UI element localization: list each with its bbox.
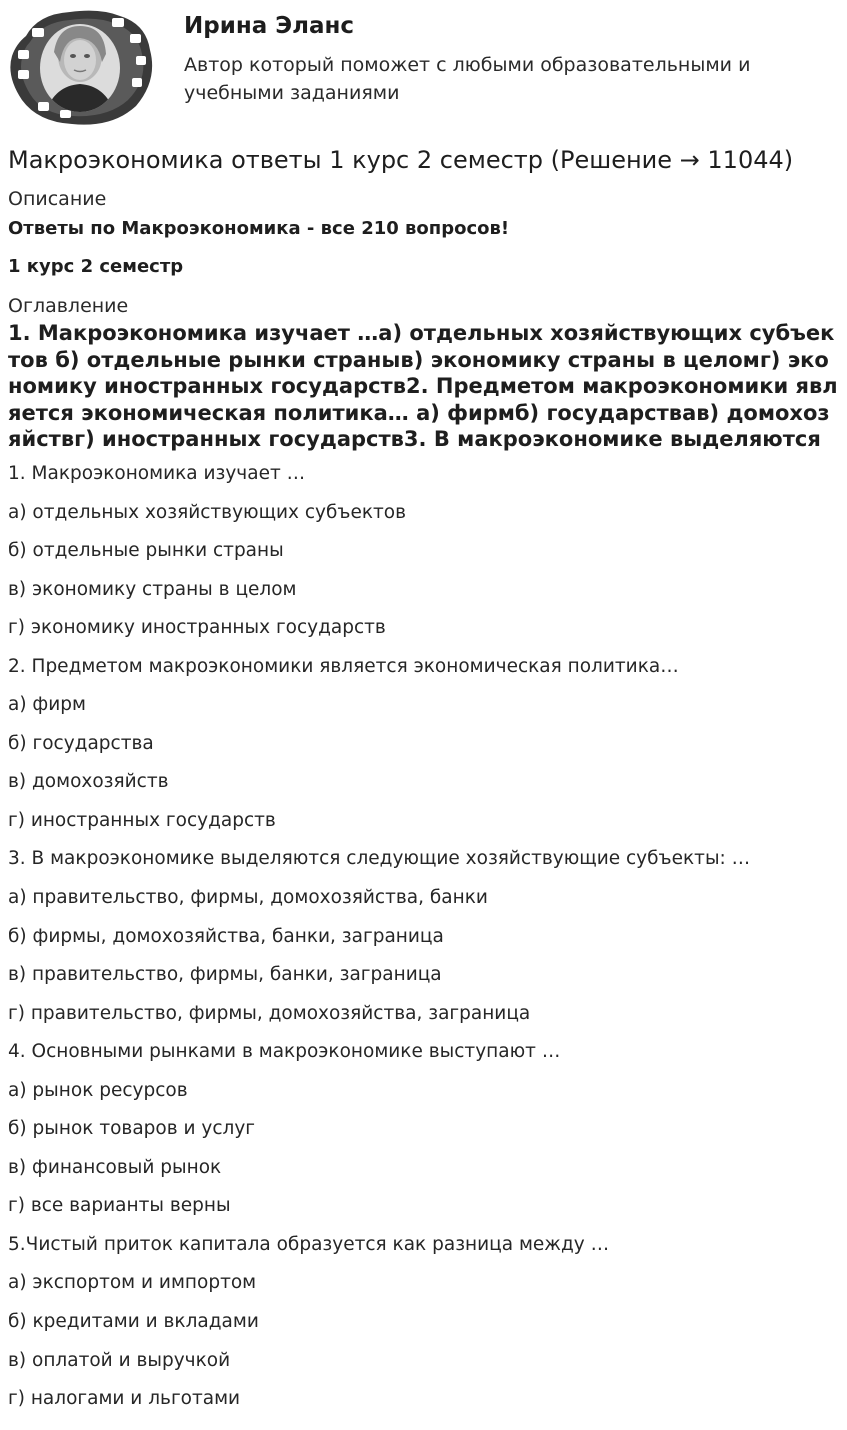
content-line: б) отдельные рынки страны — [8, 540, 284, 562]
page-title: Макроэкономика ответы 1 курс 2 семестр (Решение → 11044) — [8, 146, 794, 174]
content-line: а) фирм — [8, 694, 86, 716]
toc-label: Оглавление — [8, 295, 129, 317]
content-line: а) правительство, фирмы, домохозяйства, банки — [8, 887, 488, 909]
description-label: Описание — [8, 188, 107, 210]
author-description: Автор который поможет с любыми образовательными и учебными заданиями — [184, 54, 751, 104]
description-bold-line-2: 1 курс 2 семестр — [8, 256, 184, 277]
content-line: г) иностранных государств — [8, 809, 276, 831]
content-line: 2. Предметом макроэкономики является экономическая политика… — [8, 655, 679, 677]
content-line: в) правительство, фирмы, банки, заграница — [8, 964, 442, 986]
content-line: в) экономику страны в целом — [8, 578, 297, 600]
author-avatar[interactable] — [8, 6, 158, 128]
content-line: г) все варианты верны — [8, 1195, 231, 1217]
content-line: в) оплатой и выручкой — [8, 1349, 231, 1371]
content-line: б) рынок товаров и услуг — [8, 1118, 256, 1140]
content-line: г) налогами и льготами — [8, 1388, 241, 1410]
author-card — [8, 6, 839, 130]
content-line: в) домохозяйств — [8, 771, 169, 793]
content-line: а) отдельных хозяйствующих субъектов — [8, 501, 407, 523]
toc-text: 1. Макроэкономика изучает …а) отдельных хозяйствующих субъектов б) отдельные рынки страныв) экономику страны в целомг) экономику иностранных государств2. Предметом макроэкономики является экономическая политика… а) фирмб) государствав) домохозяйствг) иностранных государств3. В макроэкономике выделяются — [8, 321, 838, 451]
content-line: 5.Чистый приток капитала образуется как разница между … — [8, 1233, 610, 1255]
content-line: 1. Макроэкономика изучает … — [8, 463, 306, 484]
content-line: а) рынок ресурсов — [8, 1079, 188, 1101]
content-line: г) экономику иностранных государств — [8, 617, 386, 639]
description-bold-line-1: Ответы по Макроэкономика - все 210 вопросов! — [8, 218, 510, 239]
content-line: 3. В макроэкономике выделяются следующие хозяйствующие субъекты: … — [8, 848, 751, 870]
content-line: б) фирмы, домохозяйства, банки, заграница — [8, 925, 444, 947]
avatar-film-frame-image — [8, 6, 158, 128]
content-line: а) экспортом и импортом — [8, 1272, 257, 1294]
content-line: б) кредитами и вкладами — [8, 1311, 259, 1333]
document-content — [8, 461, 839, 1425]
author-name[interactable]: Ирина Эланс — [184, 13, 355, 39]
content-line: г) правительство, фирмы, домохозяйства, заграница — [8, 1002, 531, 1024]
content-line: 4. Основными рынками в макроэкономике выступают … — [8, 1041, 561, 1063]
content-line: в) финансовый рынок — [8, 1156, 222, 1178]
content-line: б) государства — [8, 732, 154, 754]
